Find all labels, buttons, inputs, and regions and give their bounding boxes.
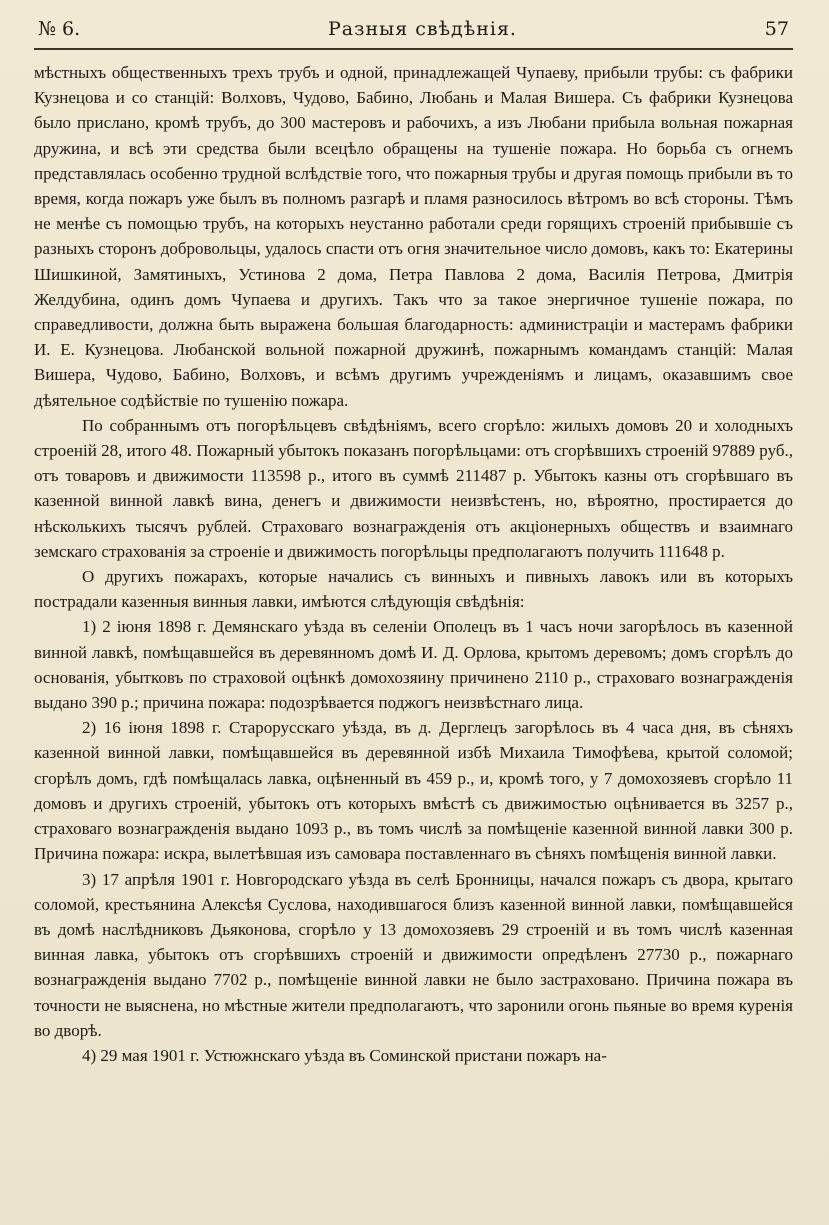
page-number: 57: [764, 18, 789, 40]
issue-number: № 6.: [38, 18, 81, 40]
running-head: [34, 18, 793, 50]
section-title: Разныя свѣдѣнія.: [327, 18, 517, 40]
paragraph-continued: мѣстныхъ общественныхъ трехъ трубъ и одной, принадлежащей Чупаеву, прибыли трубы: съ фабрики Кузнецова и со станцій: Волховъ, Чудово, Бабино, Любань и Малая Вишера. Съ фабрики Кузнецова было прислано, кромѣ трубъ, до 300 мастеровъ и рабочихъ, а изъ Любани прибыла вольная пожарная дружина, и всѣ эти средства были всецѣло обращены на тушеніе пожара. Но борьба съ огнемъ представлялась особенно трудной вслѣдствіе того, что пожарныя трубы и другая помощь прибыли въ то время, когда пожаръ уже былъ въ полномъ разгарѣ и пламя разносилось вѣтромъ во всѣ стороны. Тѣмъ не менѣе съ помощью трубъ, на которыхъ неустанно работали среди горящихъ строеній прибывшіе съ разныхъ сторонъ добровольцы, удалось спасти отъ огня значительное число домовъ, какъ то: Екатерины Шишкиной, Замятиныхъ, Устинова 2 дома, Петра Павлова 2 дома, Василія Петрова, Дмитрія Желдубина, одинъ домъ Чупаева и другихъ. Такъ что за такое энергичное тушеніе пожара, по справедливости, должна быть выражена большая благодарность: администраціи и мастерамъ фабрики И. Е. Кузнецова. Любанской вольной пожарной дружинѣ, пожарнымъ командамъ станцій: Малая Вишера, Чудово, Бабино, Волховъ, и всѣмъ другимъ учрежденіямъ и лицамъ, оказавшимъ свое дѣятельное содѣйствіе по тушенію пожара.: [34, 63, 793, 410]
paragraph-other-fires: О другихъ пожарахъ, которые начались съ винныхъ и пивныхъ лавокъ или въ которыхъ пострадали казенныя винныя лавки, имѣются слѣдующія свѣдѣнія:: [34, 567, 793, 612]
paragraph-losses: По собраннымъ отъ погорѣльцевъ свѣдѣніямъ, всего сгорѣло: жилыхъ домовъ 20 и холодныхъ строеній 28, итого 48. Пожарный убытокъ показанъ погорѣльцами: отъ сгорѣвшихъ строеній 97889 руб., отъ товаровъ и движимости 113598 р., итого въ суммѣ 211487 р. Убытокъ казны отъ сгорѣвшаго въ казенной винной лавкѣ вина, денегъ и движимости неизвѣстенъ, но, вѣроятно, простирается до нѣсколькихъ тысячъ рублей. Страховаго вознагражденія отъ акціонерныхъ обществъ и взаимнаго земскаго страхованія за строеніе и движимость погорѣльцы предполагаютъ получить 111648 р.: [34, 415, 793, 561]
paragraph-fire-3: 3) 17 апрѣля 1901 г. Новгородскаго уѣзда въ селѣ Бронницы, начался пожаръ съ двора, крытаго соломой, крестьянина Алексѣя Суслова, находившагося близъ казенной винной лавки, помѣщавшейся въ домѣ наслѣдниковъ Дьяконова, сгорѣло у 13 домохозяевъ 29 строеній и въ томъ числѣ казенная винная лавка, убытокъ отъ сгорѣвшихъ строеній и движимости опредѣленъ 27730 р., пожарнаго вознагражденія выдано 7702 р., помѣщеніе винной лавки не было застраховано. Причина пожара въ точности не выяснена, но мѣстные жители предполагаютъ, что заронили огонь пьяные во время куренія во дворѣ.: [34, 869, 793, 1040]
paragraph-fire-4: 4) 29 мая 1901 г. Устюжнскаго уѣзда въ Соминской пристани пожаръ на-: [82, 1045, 607, 1065]
paragraph-fire-2: 2) 16 іюня 1898 г. Старорусскаго уѣзда, въ д. Дерглецъ загорѣлось въ 4 часа дня, въ сѣняхъ казенной винной лавки, помѣщавшейся въ деревянной избѣ Михаила Тимофѣева, крытой соломой; сгорѣлъ домъ, гдѣ помѣщалась лавка, оцѣненный въ 459 р., и, кромѣ того, у 7 домохозяевъ сгорѣло 11 домовъ и другихъ строеній, убытокъ отъ которыхъ вмѣстѣ съ движимостью оцѣнивается въ 3257 р., страховаго вознагражденія выдано 1093 р., въ томъ числѣ за помѣщеніе казенной винной лавки 300 р. Причина пожара: искра, вылетѣвшая изъ самовара поставленнаго въ сѣняхъ помѣщенія винной лавки.: [34, 718, 793, 864]
paragraph-fire-1: 1) 2 іюня 1898 г. Демянскаго уѣзда въ селеніи Ополецъ въ 1 часъ ночи загорѣлось въ казенной винной лавкѣ, помѣщавшейся въ деревянномъ домѣ И. Д. Орлова, крытомъ деревомъ; домъ сгорѣлъ до основанія, убытковъ по страховой оцѣнкѣ домохозяину причинено 2110 р., страховаго вознагражденія выдано 390 р.; причина пожара: подозрѣвается поджогъ неизвѣстнаго лица.: [34, 617, 793, 713]
article-body: [34, 60, 793, 1068]
